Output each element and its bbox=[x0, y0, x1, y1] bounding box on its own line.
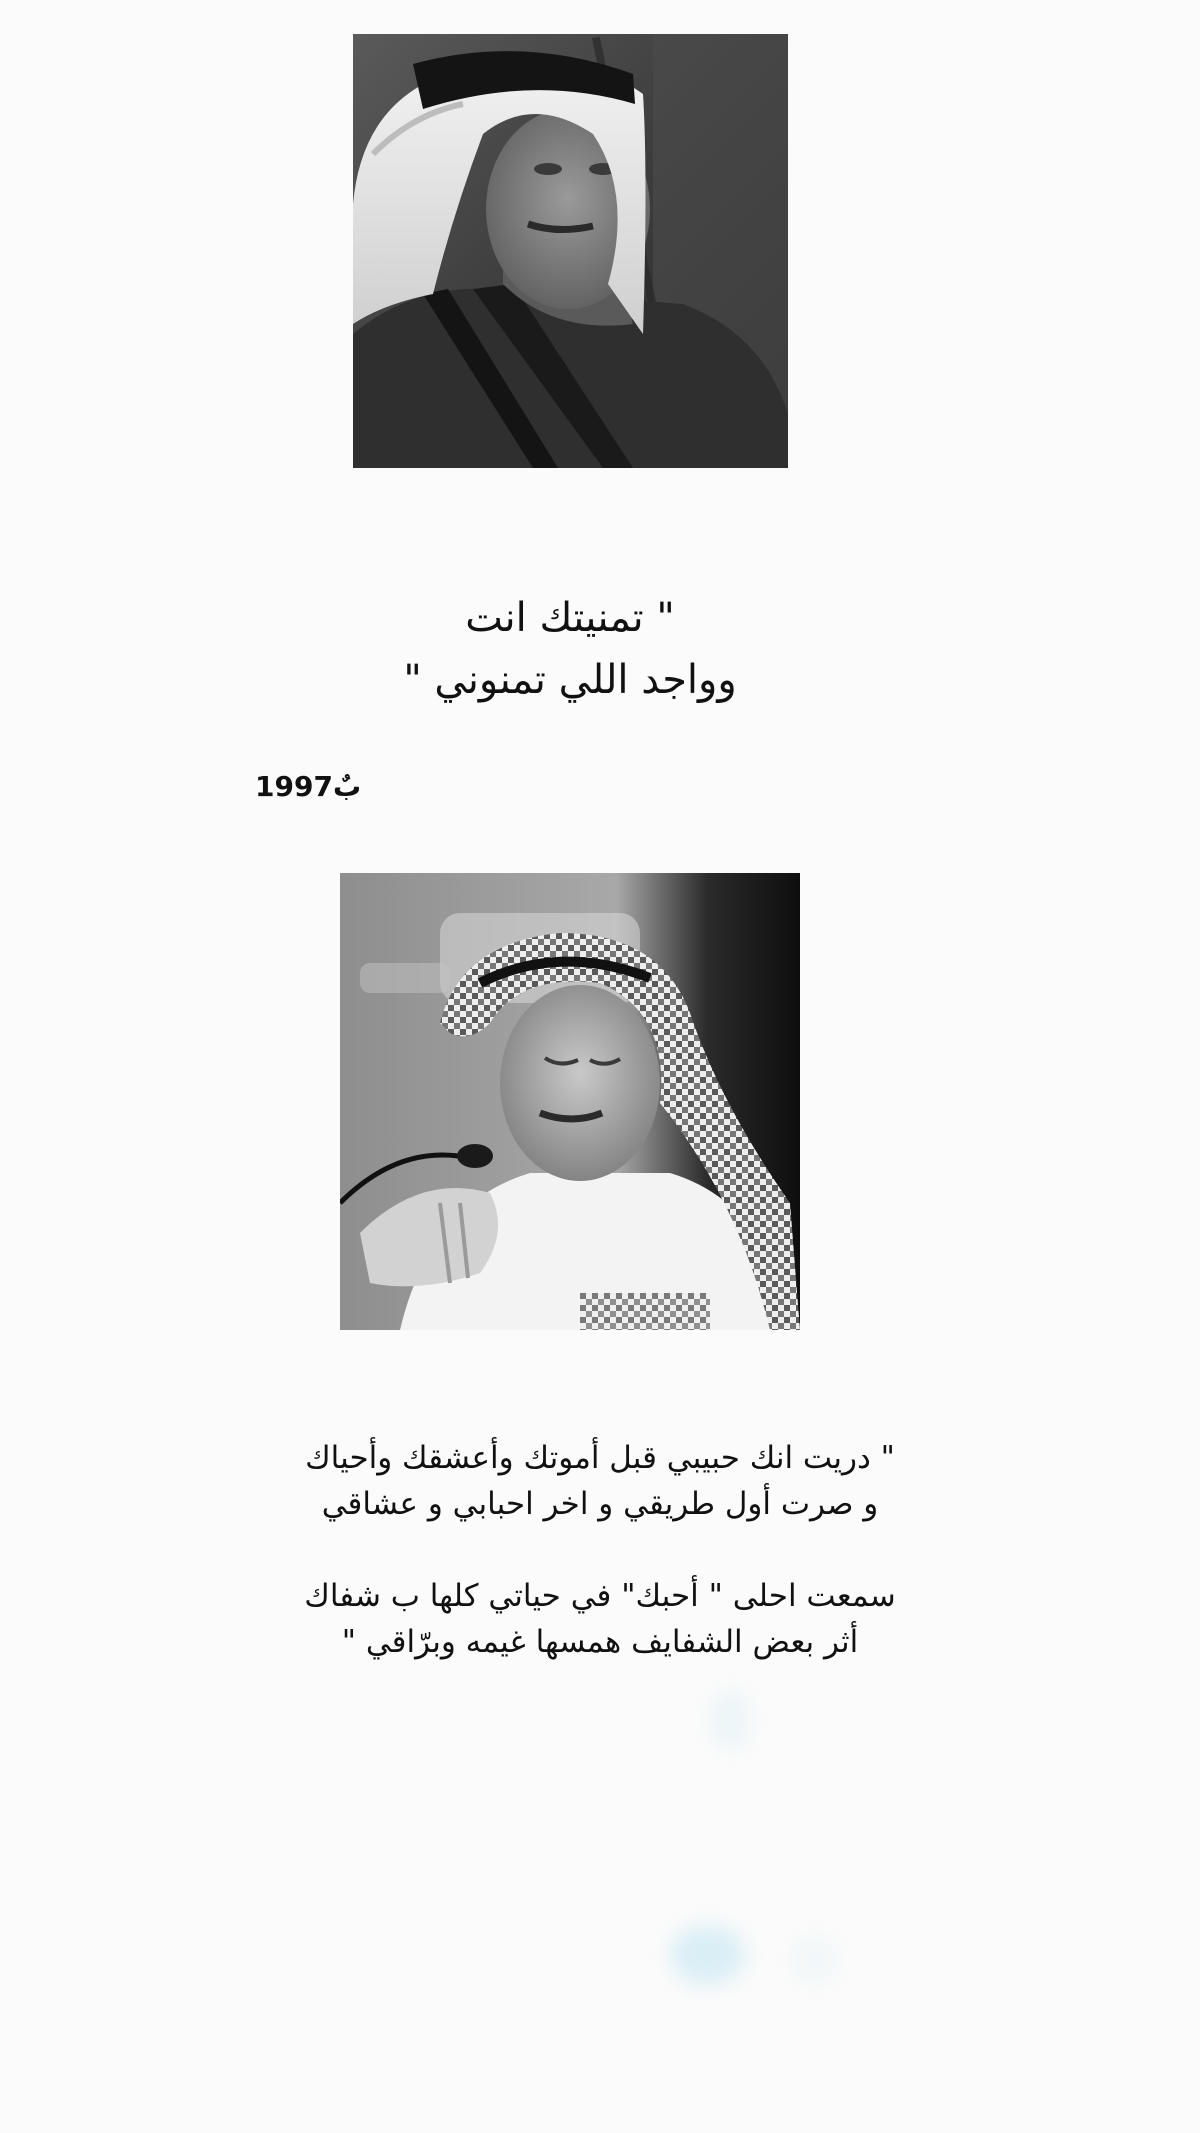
portrait-photo-man-ghutra-icon bbox=[353, 34, 788, 468]
portrait-photo-1 bbox=[353, 34, 788, 468]
quote-verse-1: " تمنيتك انت وواجد اللي تمنوني " bbox=[403, 595, 737, 703]
quote-verse-2: " دريت انك حبيبي قبل أموتك وأعشقك وأحياك و صرت أول طريقي و اخر احبابي و عشاقي سمعت احلى " أحبك" في حياتي كلها ب شفاك أثر بعض الشفايف همسها غيمه وبرّاقي " bbox=[304, 1440, 896, 1660]
light-glare bbox=[710, 1690, 750, 1750]
date-stamp: بٌ1997 bbox=[255, 770, 362, 803]
portrait-photo-2 bbox=[340, 873, 800, 1330]
light-glare bbox=[670, 1925, 745, 1985]
portrait-photo-man-microphone-icon bbox=[340, 873, 800, 1330]
light-glare bbox=[790, 1935, 840, 1985]
